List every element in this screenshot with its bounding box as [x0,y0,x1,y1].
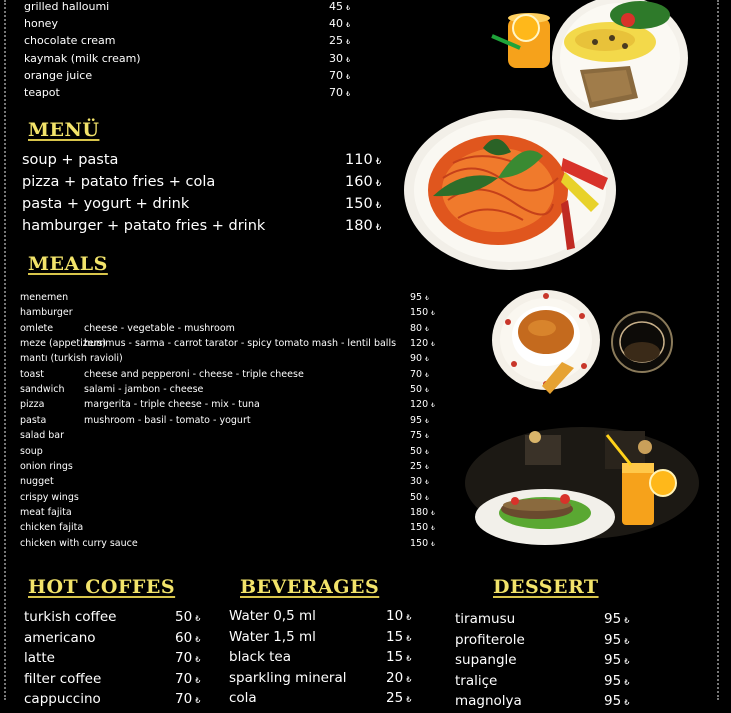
currency-symbol: ₺ [406,632,412,643]
meal-item-price: 30 ₺ [410,476,429,488]
currency-symbol: ₺ [425,388,429,395]
snack-item [24,32,354,49]
coffee-item-price: 70 ₺ [175,670,201,687]
currency-symbol: ₺ [425,480,429,487]
currency-symbol: ₺ [195,674,201,685]
snack-item [24,50,354,67]
currency-symbol: ₺ [346,4,351,12]
currency-symbol: ₺ [346,55,351,64]
beverage-item-name: sparkling mineral [229,669,347,686]
currency-symbol: ₺ [425,357,429,364]
dessert-item-price: 95 ₺ [604,631,630,648]
meal-item-price: 95 ₺ [410,414,429,426]
coffee-item-name: latte [24,650,55,666]
menu-item-price: 150 ₺ [345,196,382,212]
snack-item-price: 40 ₺ [329,17,351,31]
meal-item [20,382,440,397]
hot-coffees-heading: HOT COFFES [28,576,176,598]
meal-item [20,474,440,489]
coffee-item-name: americano [24,629,96,646]
currency-symbol: ₺ [406,612,412,622]
menu-item [22,171,392,193]
meal-item-price: 120 ₺ [410,399,435,411]
snack-item-name: orange juice [24,68,93,82]
currency-symbol: ₺ [425,418,429,425]
currency-symbol: ₺ [346,38,351,47]
currency-symbol: ₺ [195,695,201,705]
hamburger-photo [465,425,700,550]
meal-item-name: pasta [20,414,47,426]
meal-item-price: 50 ₺ [410,445,429,457]
meal-item-name: nugget [20,476,54,488]
meal-item-name: omlete [20,322,54,334]
currency-symbol: ₺ [406,673,412,684]
beverage-item-price: 20 ₺ [386,669,412,686]
meal-item-name: salad bar [20,430,65,442]
beverage-item-price: 15 ₺ [386,628,412,645]
currency-symbol: ₺ [375,179,382,189]
currency-symbol: ₺ [425,372,429,379]
meal-item [20,505,440,520]
meal-item-options: margerita - triple cheese - mix - tuna [84,399,260,411]
menu-item-name: pasta + yogurt + drink [22,196,190,212]
meal-item-name: meze (appetizers) [20,338,107,350]
currency-symbol: ₺ [406,694,412,704]
meal-item-price: 70 ₺ [410,368,429,380]
currency-symbol: ₺ [425,464,429,471]
soup-photo [492,282,692,402]
meal-item-name: menemen [20,292,69,303]
currency-symbol: ₺ [406,653,412,663]
meal-item-options: hummus - sarma - carrot tarator - spicy tomato mash - lentil balls [84,338,397,350]
meal-item-name: hamburger [20,307,73,319]
currency-symbol: ₺ [431,510,435,517]
meal-item-name: onion rings [20,460,73,472]
meal-item [20,444,440,459]
coffee-item-name: turkish coffee [24,609,117,625]
breakfast-photo [480,0,695,125]
meal-item-name: crispy wings [20,491,79,503]
menu-item [22,193,392,215]
snack-item-price: 25 ₺ [329,34,351,48]
currency-symbol: ₺ [624,635,630,646]
meal-item [20,397,440,412]
currency-symbol: ₺ [624,615,630,625]
meal-item-price: 95 ₺ [410,292,429,303]
dessert-item-price: 95 ₺ [604,672,630,689]
beverage-item-price: 25 ₺ [386,690,412,706]
dessert-heading: DESSERT [493,576,599,598]
meal-item-name: chicken with curry sauce [20,537,138,549]
currency-symbol: ₺ [195,633,201,644]
meal-item [20,413,440,428]
coffee-item-price: 50 ₺ [175,609,201,625]
meal-item-name: meat fajita [20,506,72,518]
snack-item-name: honey [24,17,58,31]
meal-item [20,428,440,443]
meal-item-name: soup [20,445,43,457]
meal-item-options: cheese - vegetable - mushroom [84,322,235,334]
menu-heading: MENÜ [28,119,100,141]
currency-symbol: ₺ [624,656,630,666]
currency-symbol: ₺ [375,201,382,211]
beverage-item-price: 10 ₺ [386,608,412,624]
coffee-item-price: 60 ₺ [175,629,201,646]
currency-symbol: ₺ [346,21,351,30]
currency-symbol: ₺ [425,449,429,456]
dessert-item-name: tiramusu [455,611,516,627]
currency-symbol: ₺ [425,495,429,502]
currency-symbol: ₺ [624,676,630,687]
menu-item-price: 160 ₺ [345,174,382,190]
snack-item-price: 70 ₺ [329,86,351,99]
dessert-item-price: 95 ₺ [604,693,630,709]
meal-item-price: 80 ₺ [410,322,429,334]
dessert-item-name: traliçe [455,672,498,689]
meal-item [20,367,440,382]
meal-item-name: sandwich [20,384,65,396]
menu-item-price: 110 ₺ [345,152,382,168]
currency-symbol: ₺ [346,72,351,81]
snack-item-name: kaymak (milk cream) [24,51,141,65]
coffee-item-name: filter coffee [24,670,102,687]
menu-item-name: pizza + patato fries + cola [22,174,216,190]
beverage-item-name: Water 1,5 ml [229,628,316,645]
snack-item [24,67,354,84]
snack-item-name: teapot [24,86,60,99]
meal-item-options: salami - jambon - cheese [84,384,204,396]
meal-item-price: 150 ₺ [410,537,435,549]
snack-item [24,15,354,32]
meal-item-name: pizza [20,399,45,411]
menu-item-name: hamburger + patato fries + drink [22,218,266,234]
currency-symbol: ₺ [425,434,429,441]
currency-symbol: ₺ [431,311,435,318]
coffee-item-name: cappuccino [24,691,101,707]
meal-item-price: 150 ₺ [410,522,435,534]
coffee-item-price: 70 ₺ [175,650,201,666]
meal-item-price: 50 ₺ [410,384,429,396]
meal-item [20,520,440,535]
menu-item-price: 180 ₺ [345,218,382,234]
currency-symbol: ₺ [425,296,429,302]
currency-symbol: ₺ [431,541,435,548]
snack-item-price: 45 ₺ [329,0,351,13]
meal-item [20,459,440,474]
snack-item [24,84,354,101]
menu-item-name: soup + pasta [22,152,119,168]
currency-symbol: ₺ [431,526,435,533]
right-border [717,0,719,700]
meal-item [20,305,440,320]
meal-item [20,336,440,351]
beverage-item-name: Water 0,5 ml [229,608,316,624]
currency-symbol: ₺ [195,613,201,623]
menu-item [22,149,392,171]
pasta-photo [403,108,618,273]
currency-symbol: ₺ [346,90,351,98]
dessert-item-name: magnolya [455,693,522,709]
snack-item [24,0,354,15]
meal-item-price: 90 ₺ [410,353,429,365]
meal-item [20,490,440,505]
meal-item-price: 180 ₺ [410,506,435,518]
meal-item [20,351,440,366]
currency-symbol: ₺ [195,654,201,664]
beverage-item-price: 15 ₺ [386,649,412,665]
snack-item-price: 30 ₺ [329,51,351,65]
dessert-item-name: supangle [455,652,517,668]
meal-item-price: 75 ₺ [410,430,429,442]
meal-item-options: mushroom - basil - tomato - yogurt [84,414,251,426]
snack-item-name: grilled halloumi [24,0,110,13]
dessert-item-price: 95 ₺ [604,652,630,668]
beverage-item-name: black tea [229,649,291,665]
currency-symbol: ₺ [425,326,429,333]
currency-symbol: ₺ [624,697,630,707]
meal-item [20,536,440,551]
meal-item-price: 25 ₺ [410,460,429,472]
currency-symbol: ₺ [375,223,382,233]
meal-item-price: 50 ₺ [410,491,429,503]
meal-item [20,290,440,305]
meal-item-name: toast [20,368,45,380]
dessert-item-name: profiterole [455,631,525,648]
meal-item-options: cheese and pepperoni - cheese - triple cheese [84,368,304,380]
meal-item [20,321,440,336]
meal-item-price: 150 ₺ [410,307,435,319]
currency-symbol: ₺ [431,403,435,410]
coffee-item-price: 70 ₺ [175,691,201,707]
snack-item-price: 70 ₺ [329,68,351,82]
meal-item-name: chicken fajita [20,522,84,534]
currency-symbol: ₺ [431,342,435,349]
left-border [4,0,6,700]
menu-item [22,215,392,237]
meal-item-price: 120 ₺ [410,338,435,350]
dessert-item-price: 95 ₺ [604,611,630,627]
currency-symbol: ₺ [375,157,382,167]
meal-item-name: mantı (turkish ravioli) [20,353,123,365]
beverages-heading: BEVERAGES [240,576,380,598]
snack-item-name: chocolate cream [24,34,116,48]
meals-heading: MEALS [28,253,108,275]
beverage-item-name: cola [229,690,257,706]
